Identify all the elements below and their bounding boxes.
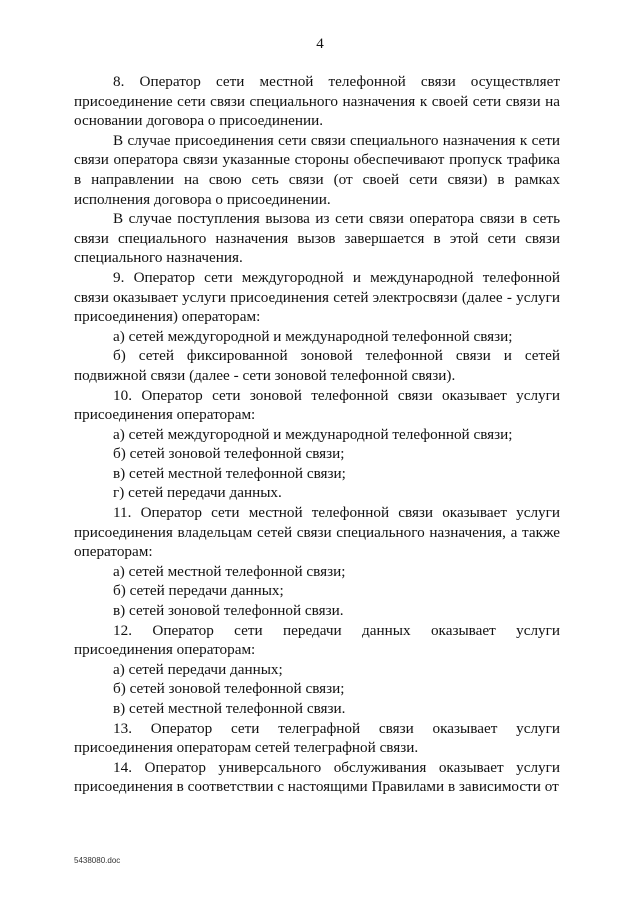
paragraph: 14. Оператор универсального обслуживания оказывает услуги присоединения в соответствии с настоящими Правилами в зависимости от	[74, 758, 560, 796]
paragraph: 8. Оператор сети местной телефонной связи осуществляет присоединение сети связи специального назначения к своей сети связи на основании договора о присоединении.	[74, 73, 560, 130]
paragraph: 13. Оператор сети телеграфной связи оказывает услуги присоединения операторам сетей телеграфной связи.	[74, 719, 560, 757]
list-item: б) сетей передачи данных;	[113, 582, 284, 600]
list-item: а) сетей междугородной и международной телефонной связи;	[113, 327, 513, 345]
paragraph: 9. Оператор сети междугородной и международной телефонной связи оказывает услуги присоединения сетей электросвязи (далее - услуги присоединения) операторам:	[74, 268, 560, 326]
page-number: 4	[316, 36, 324, 52]
paragraph: 11. Оператор сети местной телефонной связи оказывает услуги присоединения владельцам сетей связи специального назначения, а также операторам:	[74, 504, 560, 561]
list-item: в) сетей местной телефонной связи;	[113, 464, 346, 482]
list-item: б) сетей фиксированной зоновой телефонной связи и сетей подвижной связи (далее - сети зоновой телефонной связи).	[74, 347, 560, 384]
paragraph: В случае присоединения сети связи специального назначения к сети связи оператора связи указанные стороны обеспечивают пропуск трафика в направлении на свою сеть связи (от своей сети связи) в рамках исполнения договора о присоединении.	[74, 131, 560, 208]
paragraph: 10. Оператор сети зоновой телефонной связи оказывает услуги присоединения операторам:	[74, 386, 560, 424]
list-item: б) сетей зоновой телефонной связи;	[113, 680, 345, 698]
list-item: а) сетей передачи данных;	[113, 660, 283, 678]
list-item: а) сетей местной телефонной связи;	[113, 562, 346, 580]
paragraph: 12. Оператор сети передачи данных оказывает услуги присоединения операторам:	[74, 621, 560, 659]
list-item: г) сетей передачи данных.	[113, 484, 282, 502]
list-item: б) сетей зоновой телефонной связи;	[113, 445, 345, 463]
list-item: а) сетей междугородной и международной телефонной связи;	[113, 425, 513, 443]
document-body	[74, 72, 560, 797]
paragraph: В случае поступления вызова из сети связи оператора связи в сеть связи специального назначения вызов завершается в этой сети связи специального назначения.	[74, 210, 560, 267]
list-item: в) сетей зоновой телефонной связи.	[113, 602, 344, 620]
document-filename: 5438080.doc	[74, 856, 121, 865]
list-item: в) сетей местной телефонной связи.	[113, 700, 346, 717]
